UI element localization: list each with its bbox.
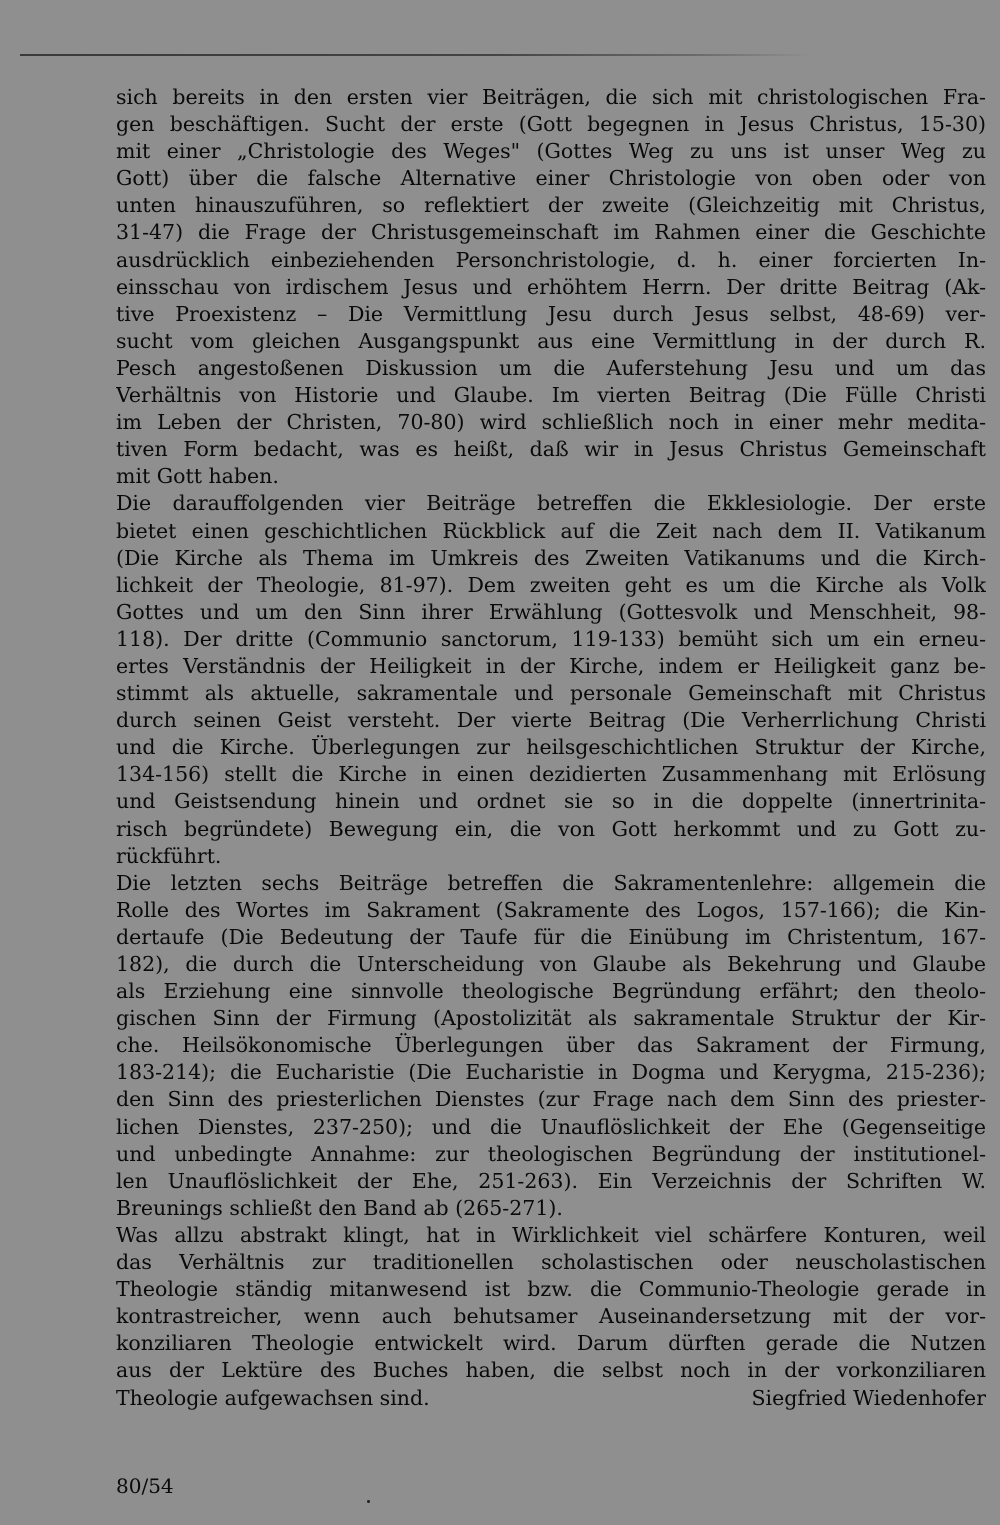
text-line: len Unauflöslichkeit der Ehe, 251-263). Ein Verzeichnis der Schriften W.	[116, 1168, 986, 1193]
paragraph-sacraments	[116, 870, 986, 1222]
text-line: Rolle des Wortes im Sakrament (Sakramente des Logos, 157-166); die Kin-	[116, 897, 986, 922]
text-line: gischen Sinn der Firmung (Apostolizität als sakramentale Struktur der Kir-	[116, 1006, 986, 1031]
text-line: lichen Dienstes, 237-250); und die Unauflöslichkeit der Ehe (Gegenseitige	[116, 1114, 986, 1139]
text-line: tiven Form bedacht, was es heißt, daß wir in Jesus Christus Gemeinschaft	[116, 437, 986, 462]
text-line: stimmt als aktuelle, sakramentale und personale Gemeinschaft mit Christus	[116, 681, 986, 706]
text-line: als Erziehung eine sinnvolle theologische Begründung erfährt; den theolo-	[116, 979, 986, 1004]
paragraph-ecclesiology	[116, 490, 986, 869]
text-line: und Geistsendung hinein und ordnet sie so in die doppelte (innertrinita-	[116, 789, 986, 814]
text-line: Gott) über die falsche Alternative einer Christologie von oben oder von	[116, 166, 986, 191]
text-line: einsschau von irdischem Jesus und erhöhtem Herrn. Der dritte Beitrag (Ak-	[116, 274, 986, 299]
text-line: ertes Verständnis der Heiligkeit in der Kirche, indem er Heiligkeit ganz be-	[116, 653, 986, 678]
text-line: aus der Lektüre des Buches haben, die selbst noch in der vorkonziliaren	[116, 1358, 986, 1383]
text-line: lichkeit der Theologie, 81-97). Dem zweiten geht es um die Kirche als Volk	[116, 572, 986, 597]
text-line: Breunings schließt den Band ab (265-271).	[116, 1195, 563, 1220]
text-line: Verhältnis von Historie und Glaube. Im vierten Beitrag (Die Fülle Christi	[116, 383, 986, 408]
text-line: und die Kirche. Überlegungen zur heilsgeschichtlichen Struktur der Kirche,	[116, 735, 986, 760]
paragraph-assessment	[116, 1222, 986, 1412]
page-number: 80/54	[116, 1474, 174, 1498]
text-line: ausdrücklich einbeziehenden Personchristologie, d. h. einer forcierten In-	[116, 247, 986, 272]
text-line: risch begründete) Bewegung ein, die von Gott herkommt und zu Gott zu-	[116, 816, 986, 841]
text-line: unten hinauszuführen, so reflektiert der zweite (Gleichzeitig mit Christus,	[116, 193, 986, 218]
text-line: dertaufe (Die Bedeutung der Taufe für die Einübung im Christentum, 167-	[116, 924, 986, 949]
page-text	[116, 84, 986, 1412]
text-line: 182), die durch die Unterscheidung von Glaube als Bekehrung und Glaube	[116, 952, 986, 976]
text-line: und unbedingte Annahme: zur theologischen Begründung der institutionel-	[116, 1141, 986, 1166]
text-line: 134-156) stellt die Kirche in einen dezidierten Zusammenhang mit Erlösung	[116, 762, 986, 787]
text-line: (Die Kirche als Thema im Umkreis des Zweiten Vatikanums und die Kirch-	[116, 545, 986, 570]
text-line: durch seinen Geist versteht. Der vierte Beitrag (Die Verherrlichung Christi	[116, 708, 986, 733]
text-line: Gottes und um den Sinn ihrer Erwählung (Gottesvolk und Menschheit, 98-	[116, 599, 986, 624]
text-line: 31-47) die Frage der Christusgemeinschaft im Rahmen einer die Geschichte	[116, 220, 986, 245]
text-line: Theologie ständig mitanwesend ist bzw. die Communio-Theologie gerade in	[116, 1277, 986, 1302]
top-rule	[20, 54, 810, 56]
text-line: 183-214); die Eucharistie (Die Eucharistie in Dogma und Kerygma, 215-236);	[116, 1060, 986, 1085]
text-line: mit einer „Christologie des Weges" (Gottes Weg zu uns ist unser Weg zu	[116, 139, 986, 164]
text-line: sich bereits in den ersten vier Beiträgen, die sich mit christologischen Fra-	[116, 85, 986, 109]
text-line: Was allzu abstrakt klingt, hat in Wirklichkeit viel schärfere Konturen, weil	[116, 1222, 986, 1247]
text-line: tive Proexistenz – Die Vermittlung Jesu durch Jesus selbst, 48-69) ver-	[116, 301, 986, 326]
scan-speck	[367, 1500, 370, 1503]
text-line: Die letzten sechs Beiträge betreffen die Sakramentenlehre: allgemein die	[116, 870, 986, 895]
text-line: sucht vom gleichen Ausgangspunkt aus eine Vermittlung in der durch R.	[116, 328, 986, 353]
text-line: che. Heilsökonomische Überlegungen über das Sakrament der Firmung,	[116, 1033, 986, 1058]
text-line: Pesch angestoßenen Diskussion um die Auferstehung Jesu und um das	[116, 355, 986, 380]
text-line: mit Gott haben.	[116, 464, 279, 489]
text-line: kontrastreicher, wenn auch behutsamer Auseinandersetzung mit der vor-	[116, 1304, 986, 1329]
reviewer-signature: Siegfried Wiedenhofer	[751, 1385, 986, 1410]
text-line: das Verhältnis zur traditionellen scholastischen oder neuscholastischen	[116, 1250, 986, 1275]
signature-line	[116, 1385, 986, 1412]
paragraph-christology	[116, 84, 986, 490]
text-line: konziliaren Theologie entwickelt wird. Darum dürften gerade die Nutzen	[116, 1331, 986, 1356]
text-line: bietet einen geschichtlichen Rückblick auf die Zeit nach dem II. Vatikanum	[116, 518, 986, 543]
text-line: im Leben der Christen, 70-80) wird schließlich noch in einer mehr medita-	[116, 410, 986, 435]
text-line: den Sinn des priesterlichen Dienstes (zur Frage nach dem Sinn des priester-	[116, 1087, 986, 1112]
text-line: Theologie aufgewachsen sind.	[116, 1385, 430, 1410]
text-line: gen beschäftigen. Sucht der erste (Gott begegnen in Jesus Christus, 15-30)	[116, 112, 986, 137]
text-line: rückführt.	[116, 843, 222, 868]
text-line: 118). Der dritte (Communio sanctorum, 119-133) bemüht sich um ein erneu-	[116, 626, 986, 651]
text-line: Die darauffolgenden vier Beiträge betreffen die Ekklesiologie. Der erste	[116, 491, 986, 516]
